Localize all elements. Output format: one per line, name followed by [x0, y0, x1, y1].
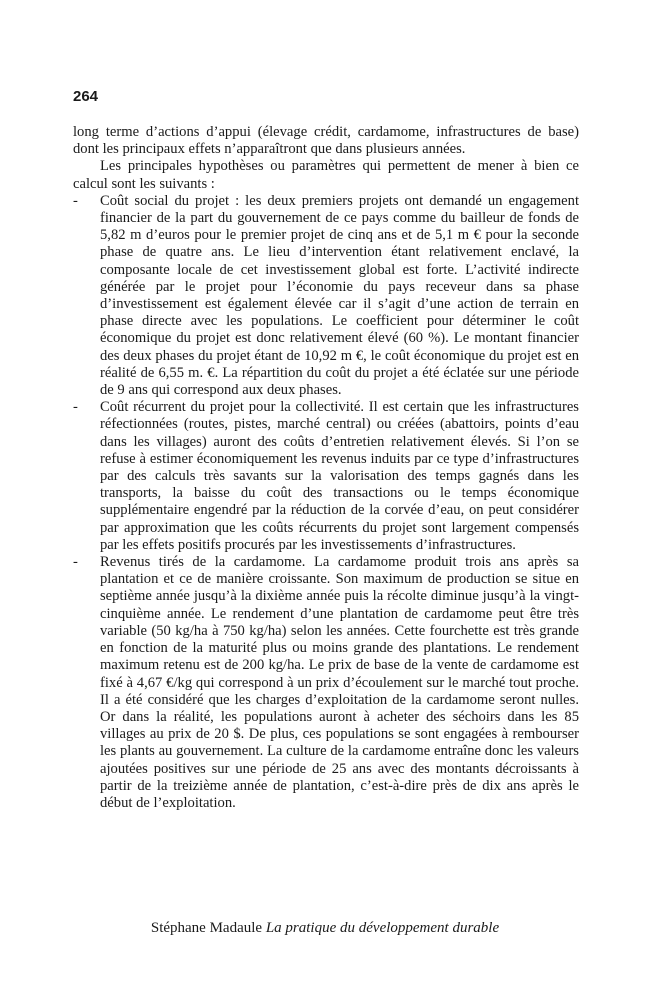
footer-author: Stéphane Madaule — [150, 920, 263, 936]
running-footer — [0, 920, 650, 937]
body-text — [73, 124, 579, 812]
list-item-text: Revenus tirés de la cardamome. La cardamome produit trois ans après sa plantation et ce de manière croissante. Son maximum de production se situe en septième année jusqu’à la dixième année puis la récolte diminue jusqu’à la vingt-cinquième année. Le rendement d’une plantation de cardamome peut être très variable (50 kg/ha à 750 kg/ha) selon les années. Cette fourchette est très grande en fonction de la maturité plus ou moins grande des plantations. Le rendement maximum retenu est de 200 kg/ha. Le prix de base de la vente de cardamome est fixé à 4,67 €/kg qui correspond à un prix d’écoulement sur le marché tout proche. Il a été considéré que les charges d’exploitation de la cardamome seront nulles. Or dans la réalité, les populations auront à acheter des séchoirs dans les 85 villages au prix de 20 $. De plus, ces populations se sont engagées à rembourser les plants au gouvernement. La culture de la cardamome entraîne donc les valeurs ajoutées positives sur une période de 25 ans avec des montants décroissants à partir de la treizième année de plantation, c’est-à-dire près de dix ans après le début de l’exploitation. — [100, 554, 579, 811]
list-item-text: Coût social du projet : les deux premiers projets ont demandé un engagement financier de la part du gouvernement de ce pays comme du bailleur de fonds de 5,82 m d’euros pour le premier projet de cinq ans et de 5,1 m € pour la seconde phase de quatre ans. Le lieu d’intervention étant relativement enclavé, la composante locale de cet investissement global est forte. L’activité indirecte générée par le projet pour l’économie du pays receveur dans sa phase d’investissement est également élevée car il s’agit d’une action de terrain en phase directe avec les populations. Le coefficient pour déterminer le coût économique du projet est donc relativement élevé (60 %). Le montant financier des deux phases du projet étant de 10,92 m €, le coût économique du projet est en réalité de 6,55 m. €. La répartition du coût du projet a été éclatée sur une période de 9 ans qui correspond aux deux phases. — [100, 192, 579, 399]
footer-book-title: La pratique du développement durable — [265, 920, 500, 936]
list-item — [73, 554, 579, 812]
paragraph-intro: Les principales hypothèses ou paramètres qui permettent de mener à bien ce calcul sont les suivants : — [73, 158, 579, 192]
paragraph-continuation: long terme d’actions d’appui (élevage crédit, cardamome, infrastructures de base) dont les principaux effets n’apparaîtront que dans plusieurs années. — [73, 124, 579, 158]
list-item-text: Coût récurrent du projet pour la collectivité. Il est certain que les infrastructures réfectionnées (routes, pistes, marché central) ou créées (abattoirs, points d’eau dans les villages) auront des coûts d’entretien relativement élevés. Si l’on se refuse à estimer économiquement les revenus induits par ce type d’infrastructures par des calculs très savants sur la valorisation des temps gagnés dans les transports, la baisse du coût des transactions ou le temps économique supplémentaire engendré par la réduction de la corvée d’eau, on peut considérer par approximation que les coûts récurrents du projet sont largement compensés par les effets positifs procurés par les investissements d’infrastructures. — [100, 399, 579, 553]
bullet-dash: - — [73, 554, 78, 571]
list-item — [73, 399, 579, 554]
page-number: 264 — [73, 88, 99, 105]
bullet-dash: - — [73, 399, 78, 416]
bullet-dash: - — [73, 192, 78, 209]
list-item — [73, 193, 579, 399]
